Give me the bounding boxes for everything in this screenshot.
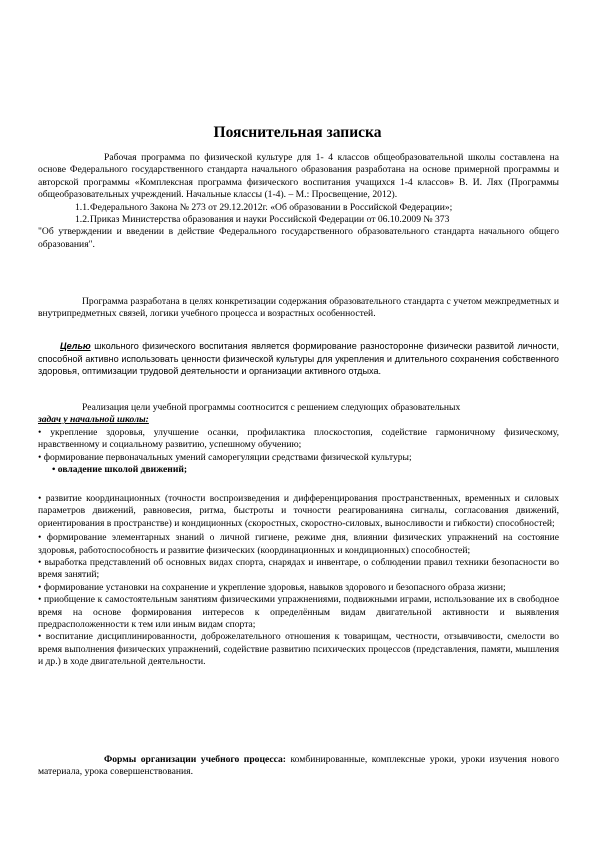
item-text: Приказ Министерства образования и науки Российской Федерации от 06.10.2009 № 373 <box>90 214 450 226</box>
goal-label: Целью <box>60 341 91 351</box>
goal-section <box>38 340 559 378</box>
bullet-item: • приобщение к самостоятельным занятиям физическими упражнениями, подвижными играми, использование их в свободное время на основе формирования интересов к определённым видам двигательной активности и выявления предрасположенности к тем или иным видам спорта; <box>38 594 559 631</box>
goal-paragraph <box>38 340 559 378</box>
forms-section <box>38 754 559 779</box>
goal-text: школьного физического воспитания является формирование разносторонне физически развитой личности, способной активно использовать ценности физической культуры для укрепления и длительного сохранения собственного здоровья, оптимизации трудовой деятельности и организации активного отдыха. <box>38 341 560 377</box>
item-text: Федерального Закона № 273 от 29.12.2012г. «Об образовании в Российской Федерации»; <box>90 201 453 213</box>
tasks-label: задач у начальной школы: <box>38 414 149 426</box>
bullets-section <box>38 493 559 669</box>
bullet-item: • формирование элементарных знаний о личной гигиене, режиме дня, влиянии физических упражнений на состояние здоровья, работоспособность и развитие физических (координационных и кондиционных) способностей; <box>38 532 559 556</box>
realization-text: Реализация цели учебной программы соотносится с решением следующих образовательных <box>82 402 461 413</box>
forms-text: комбинированные, комплексные уроки, уроки изучения нового материала, урока совершенствования. <box>38 754 559 778</box>
tasks-section <box>38 402 559 476</box>
forms-label: Формы организации учебного процесса: <box>104 754 286 765</box>
bullet-item: • развитие координационных (точности воспроизведения и дифференцирования пространственных, временных и силовых параметров движений, равновесия, ритма, быстроты и точности реагированияна сигналы, согласования движений, ориентирования в пространстве) и кондиционных (скоростных, скоростно-силовых, выносливости и гибкости) способностей; <box>38 493 559 529</box>
bullet-item: • формирование установки на сохранение и укрепление здоровья, навыков здорового и безопасного образа жизни; <box>38 581 506 593</box>
item-number: 1.2. <box>75 214 90 226</box>
bullet-item: • воспитание дисциплинированности, доброжелательного отношения к товарищам, честности, отзывчивости, смелости во время выполнения физических упражнений, содействие развитию психических процессов (представления, памяти, мышления и др.) в ходе двигательной деятельности. <box>38 631 559 668</box>
bullet-item: • выработка представлений об основных видах спорта, снарядах и инвентаре, о соблюдении правил техники безопасности во время занятий; <box>38 557 559 581</box>
forms-paragraph <box>38 754 559 779</box>
program-goal-section <box>38 296 559 321</box>
intro-paragraph: Рабочая программа по физической культуре для 1- 4 классов общеобразовательной школы составлена на основе Федерального государственного стандарта начального образования разработана на основе примерной программы и авторской программы «Комплексная программа физического воспитания учащихся 1-4 классов» В. И. Лях (Программы общеобразовательных учреждений. Начальные классы (1-4). – М.: Просвещение, 2012). <box>38 152 559 201</box>
item-number: 1.1. <box>75 201 90 213</box>
numbered-item <box>38 214 559 226</box>
program-goal-paragraph: Программа разработана в целях конкретизации содержания образовательного стандарта с учетом межпредметных и внутрипредметных связей, логики учебного процесса и возрастных особенностей. <box>38 296 559 320</box>
order-continuation: "Об утверждении и введении в действие Федерального государственного образовательного стандарта начального общего образования". <box>38 226 559 250</box>
numbered-item <box>38 202 559 214</box>
task-item: • формирование первоначальных умений саморегуляции средствами физической культуры; <box>38 451 412 463</box>
intro-section <box>38 152 559 251</box>
mastery-item: • овладение школой движений; <box>52 464 188 476</box>
page-title: Пояснительная записка <box>213 124 382 141</box>
task-item: • укрепление здоровья, улучшение осанки, профилактика плоскостопия, содействие гармоничному физическому, нравственному и социальному развитию, успешному обучению; <box>38 426 559 451</box>
